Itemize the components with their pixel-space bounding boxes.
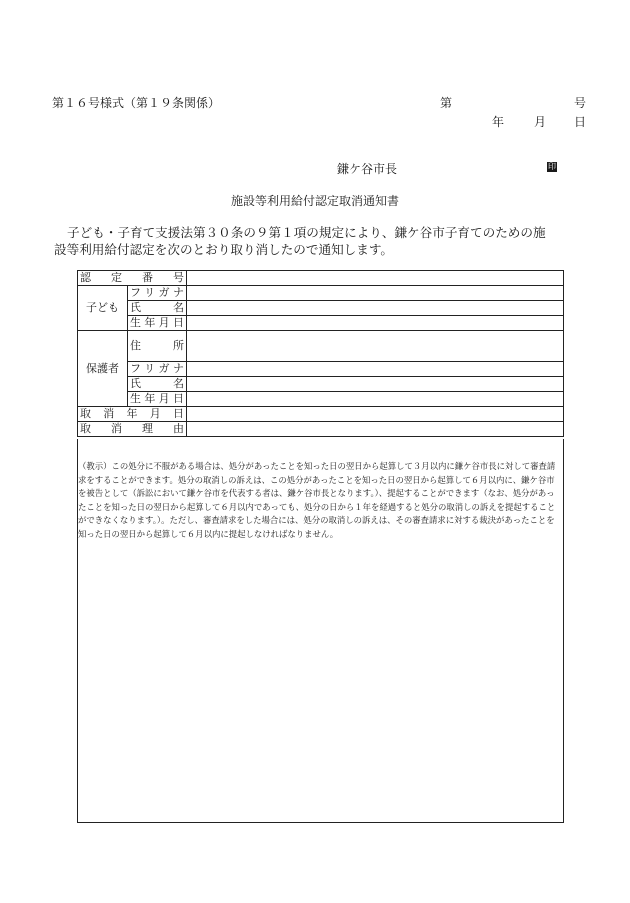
number-prefix: 第 xyxy=(440,96,453,110)
date-month: 月 xyxy=(534,115,547,129)
field-child-name[interactable] xyxy=(187,301,564,316)
row-guardian-address xyxy=(78,331,564,362)
row-guardian-furigana xyxy=(78,362,564,377)
body-text: 子ども・子育て支援法第３０条の９第１項の規定により、鎌ケ谷市子育てのための施設等利用給付認定を次のとおり取り消したので通知します。 xyxy=(54,225,546,257)
field-revocation-reason[interactable] xyxy=(187,422,564,437)
row-guardian-name xyxy=(78,377,564,392)
addressee-mayor: 鎌ケ谷市長 xyxy=(337,162,398,176)
notice-spacer xyxy=(77,439,564,454)
date-day: 日 xyxy=(574,115,587,129)
label-child-furigana: フリガナ xyxy=(128,286,187,301)
label-guardian-address: 住所 xyxy=(128,331,187,362)
form-number: 第１６号様式（第１９条関係） xyxy=(52,96,221,110)
label-cert-number: 認定番号 xyxy=(78,271,187,286)
field-child-birthdate[interactable] xyxy=(187,316,564,331)
label-guardian-group: 保護者 xyxy=(78,331,128,407)
label-guardian-birthdate: 生年月日 xyxy=(128,392,187,407)
number-suffix: 号 xyxy=(574,96,587,110)
label-child-name: 氏名 xyxy=(128,301,187,316)
row-cert-number xyxy=(78,271,564,286)
label-revocation-reason: 取消理由 xyxy=(78,422,187,437)
field-guardian-birthdate[interactable] xyxy=(187,392,564,407)
field-guardian-name[interactable] xyxy=(187,377,564,392)
label-guardian-furigana: フリガナ xyxy=(128,362,187,377)
date-year: 年 xyxy=(492,115,505,129)
row-revocation-reason xyxy=(78,422,564,437)
row-guardian-birthdate xyxy=(78,392,564,407)
field-guardian-furigana[interactable] xyxy=(187,362,564,377)
certification-table xyxy=(77,270,564,437)
label-guardian-name: 氏名 xyxy=(128,377,187,392)
appeal-notice: （教示）この処分に不服がある場合は、処分があったことを知った日の翌日から起算して３月以内に鎌ケ谷市長に対して審査請求をすることができます。処分の取消しの訴えは、この処分があったことを知った日の翌日から起算して６月以内に、鎌ケ谷市を被告として（訴訟において鎌ケ谷市を代表する者は、鎌ケ谷市長となります。）、提起することができます（なお、処分があったことを知った日の翌日から起算して６月以内であっても、処分の日から１年を経過すると処分の取消しの訴えを提起することができなくなります。）。ただし、審査請求をした場合には、処分の取消しの訴えは、その審査請求に対する裁決があったことを知った日の翌日から起算して６月以内に提起しなければなりません。 xyxy=(78,461,556,539)
row-child-name xyxy=(78,301,564,316)
field-child-furigana[interactable] xyxy=(187,286,564,301)
label-child-group: 子ども xyxy=(78,286,128,331)
row-revocation-date xyxy=(78,407,564,422)
row-child-furigana xyxy=(78,286,564,301)
label-child-birthdate: 生年月日 xyxy=(128,316,187,331)
label-revocation-date: 取消年月日 xyxy=(78,407,187,422)
field-cert-number[interactable] xyxy=(187,271,564,286)
seal-mark: 印 xyxy=(548,162,556,171)
row-child-birthdate xyxy=(78,316,564,331)
field-revocation-date[interactable] xyxy=(187,407,564,422)
document-title: 施設等利用給付認定取消通知書 xyxy=(230,194,399,208)
field-guardian-address[interactable] xyxy=(187,331,564,362)
